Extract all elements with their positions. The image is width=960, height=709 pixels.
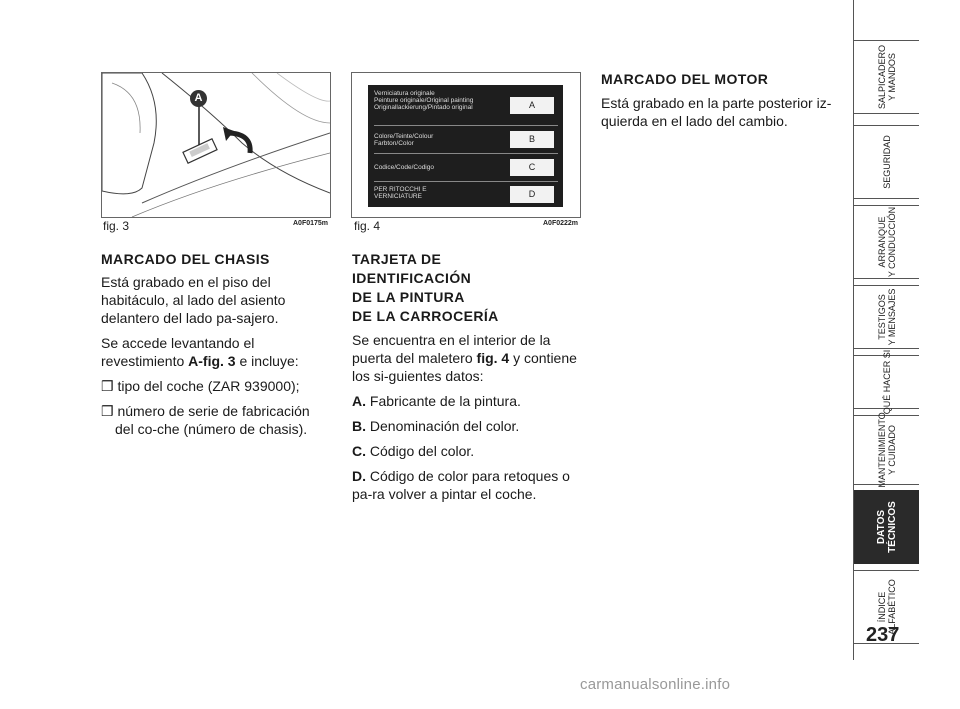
tab-warnings-label: TESTIGOS Y MENSAJES xyxy=(876,288,897,346)
page-number: 237 xyxy=(866,624,900,646)
plate-row-c-box: C xyxy=(510,159,554,176)
paint-card-intro-text: Se encuentra en el interior de la puerta del maletero xyxy=(352,332,551,366)
plate-row-c xyxy=(374,157,558,179)
plate-row-d xyxy=(374,184,558,206)
plate-row-b xyxy=(374,129,558,151)
heading-paint-card-line-3: DE LA PINTURA xyxy=(352,289,465,305)
paint-label-plate xyxy=(368,85,563,207)
paint-item-b-key: B. xyxy=(352,418,366,434)
chassis-bullet-2: ❒ número de serie de fabricación del co-che (número de chasis). xyxy=(101,403,310,437)
plate-row-d-text: PER RITOCCHI E VERNICIATURE xyxy=(374,186,427,200)
plate-divider xyxy=(374,153,558,154)
tab-troubleshooting-label: QUÉ HACER SI xyxy=(881,349,892,415)
tab-index-label: ÍNDICE ALFABÉTICO xyxy=(876,579,897,635)
chassis-paragraph-1: Está grabado en el piso del habitáculo, al lado del asiento delantero del lado pa-sajero. xyxy=(101,274,286,326)
chassis-paragraph-2-end: e incluye: xyxy=(235,353,299,369)
tab-dashboard[interactable] xyxy=(854,40,919,114)
paint-item-d-text: Código de color para retoques o pa-ra volver a pintar el coche. xyxy=(352,468,570,502)
chassis-paragraph-2 xyxy=(101,334,331,370)
engine-paragraph: Está grabado en la parte posterior iz-quierda en el lado del cambio. xyxy=(601,95,832,129)
tab-start-driving-label: ARRANQUE Y CONDUCCIÓN xyxy=(876,206,897,278)
plate-divider xyxy=(374,125,558,126)
heading-paint-card-line-1: TARJETA DE xyxy=(352,251,442,267)
callout-a-marker: A xyxy=(190,90,207,107)
paint-card-intro xyxy=(352,331,584,385)
figure-3-caption: fig. 3 xyxy=(103,219,130,233)
paint-item-d-key: D. xyxy=(352,468,366,484)
heading-engine: MARCADO DEL MOTOR xyxy=(601,71,769,87)
paint-item-b-text: Denominación del color. xyxy=(366,418,520,434)
column-chassis xyxy=(101,250,331,445)
paint-item-c xyxy=(352,442,584,460)
plate-row-b-text: Colore/Teinte/Colour Farbton/Color xyxy=(374,133,434,147)
figure-4-image xyxy=(351,72,581,218)
tab-dashboard-label: SALPICADERO Y MANDOS xyxy=(876,44,897,110)
heading-paint-card-line-2: IDENTIFICACIÓN xyxy=(352,270,472,286)
tab-start-driving[interactable] xyxy=(854,205,919,279)
plate-row-b-box: B xyxy=(510,131,554,148)
plate-divider xyxy=(374,181,558,182)
paint-item-b xyxy=(352,417,584,435)
column-paint-card xyxy=(352,250,584,510)
chassis-bullet-1: ❒ tipo del coche (ZAR 939000); xyxy=(101,378,300,394)
tab-warnings[interactable] xyxy=(854,285,919,349)
tab-technical-data-label: DATOS TÉCNICOS xyxy=(875,501,898,553)
tab-technical-data[interactable] xyxy=(854,490,919,564)
paint-item-d xyxy=(352,467,584,503)
paint-item-a-key: A. xyxy=(352,393,366,409)
figure-4-code: A0F0222m xyxy=(543,220,579,227)
paint-item-a xyxy=(352,392,584,410)
chassis-illustration xyxy=(102,73,330,217)
tab-troubleshooting[interactable] xyxy=(854,349,919,415)
figure-3-code: A0F0175m xyxy=(293,220,329,227)
figure-3-image xyxy=(101,72,331,218)
heading-paint-card-line-4: DE LA CARROCERÍA xyxy=(352,308,499,324)
fig-4-reference: fig. 4 xyxy=(476,350,510,366)
plate-row-c-text: Codice/Code/Codigo xyxy=(374,164,434,171)
column-engine xyxy=(601,70,833,137)
chassis-paragraph-2-text: Se accede levantando el revestimiento xyxy=(101,335,255,369)
paint-item-a-text: Fabricante de la pintura. xyxy=(366,393,521,409)
paint-card-intro-end: y contiene los si-guientes datos: xyxy=(352,350,577,384)
plate-row-a-box: A xyxy=(510,97,554,114)
tab-safety[interactable] xyxy=(854,125,919,199)
footer-watermark: carmanualsonline.info xyxy=(580,676,731,693)
heading-chassis: MARCADO DEL CHASIS xyxy=(101,251,270,267)
tab-safety-label: SEGURIDAD xyxy=(881,135,892,189)
paint-item-c-key: C. xyxy=(352,443,366,459)
plate-row-d-box: D xyxy=(510,186,554,203)
paint-item-c-text: Código del color. xyxy=(366,443,475,459)
plate-row-a-text: Verniciatura originale Peinture originale/Original painting Originallackierung/Pintado original xyxy=(374,90,474,111)
plate-row-a xyxy=(374,90,558,120)
fig-3-reference: A-fig. 3 xyxy=(188,353,236,369)
tab-maintenance-label: MANTENIMIENTO Y CUIDADO xyxy=(876,412,897,488)
figure-4-caption: fig. 4 xyxy=(354,219,381,233)
tab-maintenance[interactable] xyxy=(854,412,919,488)
